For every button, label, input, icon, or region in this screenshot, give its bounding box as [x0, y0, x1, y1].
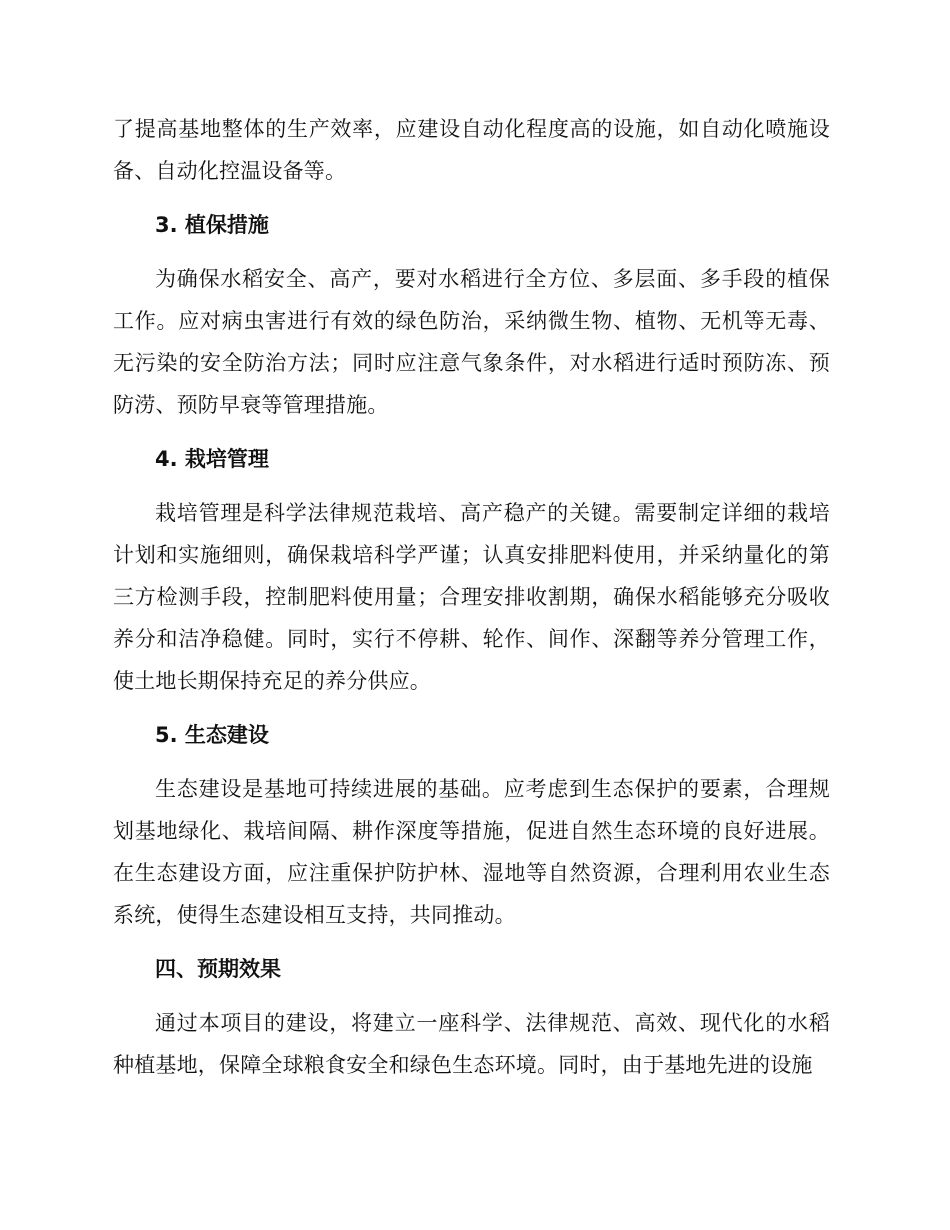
section-heading-cultivation: 4. 栽培管理 — [155, 447, 269, 471]
section-heading-expected-results: 四、预期效果 — [155, 957, 281, 981]
paragraph-continued: 了提高基地整体的生产效率，应建设自动化程度高的设施，如自动化喷施设备、自动化控温设备等。 — [113, 117, 830, 183]
section-heading-ecology: 5. 生态建设 — [155, 723, 269, 747]
paragraph-ecology: 生态建设是基地可持续进展的基础。应考虑到生态保护的要素，合理规划基地绿化、栽培间隔、耕作深度等措施，促进自然生态环境的良好进展。在生态建设方面，应注重保护防护林、湿地等自然资源，合理利用农业生态系统，使得生态建设相互支持，共同推动。 — [113, 777, 830, 927]
paragraph-expected-results: 通过本项目的建设，将建立一座科学、法律规范、高效、现代化的水稻种植基地，保障全球粮食安全和绿色生态环境。同时，由于基地先进的设施 — [113, 1011, 830, 1077]
paragraph-plant-protection: 为确保水稻安全、高产，要对水稻进行全方位、多层面、多手段的植保工作。应对病虫害进行有效的绿色防治，采纳微生物、植物、无机等无毒、无污染的安全防治方法；同时应注意气象条件，对水稻进行适时预防冻、预防涝、预防早衰等管理措施。 — [113, 267, 830, 417]
document-body — [113, 108, 830, 1086]
paragraph-cultivation: 栽培管理是科学法律规范栽培、高产稳产的关键。需要制定详细的栽培计划和实施细则，确保栽培科学严谨；认真安排肥料使用，并采纳量化的第三方检测手段，控制肥料使用量；合理安排收割期，确保水稻能够充分吸收养分和洁净稳健。同时，实行不停耕、轮作、间作、深翻等养分管理工作，使土地长期保持充足的养分供应。 — [113, 501, 830, 693]
section-heading-plant-protection: 3. 植保措施 — [155, 213, 269, 237]
